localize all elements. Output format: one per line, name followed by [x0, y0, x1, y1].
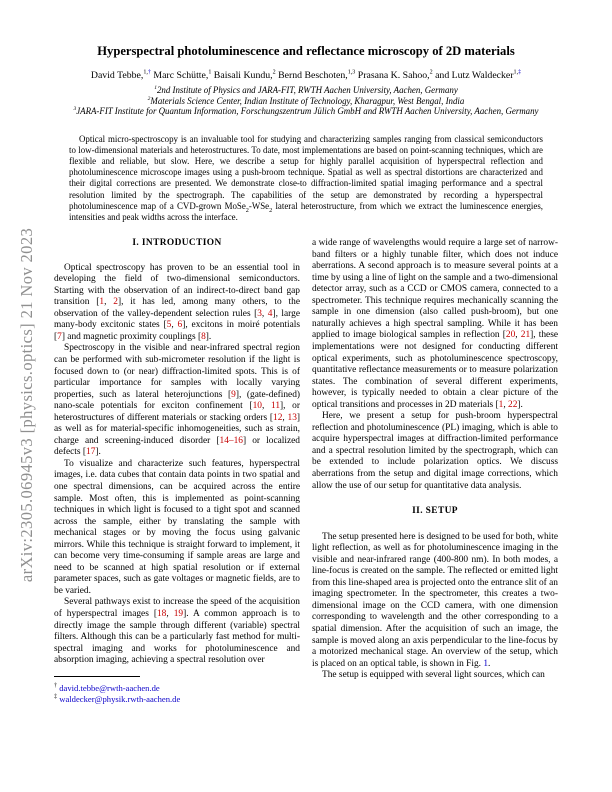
text-segment: 2 [245, 206, 249, 214]
setup-paragraph-1 [312, 532, 558, 671]
intro-paragraph-1 [54, 263, 300, 344]
citation-link[interactable]: 6 [177, 320, 183, 331]
hyperlink[interactable]: waldecker@physik.rwth-aachen.de [59, 693, 181, 704]
citation-link[interactable]: 12 [273, 412, 283, 423]
footnote-email-1 [54, 683, 300, 694]
citation-link[interactable]: 1 [498, 399, 504, 410]
setup-paragraph-2 [312, 670, 558, 682]
text-segment: Optical spectroscopy has proven to be an essential tool in developing the field of two-dimensional semiconductors. Starting with the observation of an indirect-to-direct band gap transition [ [54, 262, 300, 308]
author-footnote-marker[interactable]: ‡ [518, 69, 522, 76]
citation-link[interactable]: 20 [505, 330, 516, 341]
here-paragraph [312, 411, 558, 492]
text-segment: 1,3 [347, 69, 356, 76]
text-segment: The setup presented here is designed to be used for both, white light reflection, as well as for photoluminescence imaging in the visible and near-infrared range (400-800 nm). In both modes, a line-focus is created on the sample. The reflected or emitted light from this line-shaped area is projected onto the entrance slit of an imaging spectrometer. In the spectrometer, this creates a two-dimensional image on the CCD camera, with one dimension corresponding to wavelength and the other corresponding to a spatial dimension. After the acquisition of such an image, the sample is moved along an axis perpendicular to the line-focus by a motorized mechanical stage. An overview of the setup, which is placed on an optical table, is shown in Fig. [312, 531, 558, 669]
section-heading-setup: II. SETUP [412, 506, 458, 517]
text-segment: , [503, 399, 509, 410]
text-segment: 3 [73, 106, 77, 113]
citation-link[interactable]: 11 [270, 401, 281, 412]
text-segment: 1 [154, 85, 157, 92]
citation-link[interactable]: 21 [520, 330, 531, 341]
affiliation-3 [0, 106, 612, 117]
text-segment: . [488, 658, 491, 669]
text-segment: and Lutz Waldecker [432, 70, 514, 81]
citation-link[interactable]: 1 [99, 297, 105, 308]
citation-link[interactable]: 3 [257, 308, 262, 319]
footnotes [54, 683, 300, 705]
citation-link[interactable]: 5 [166, 320, 172, 331]
text-segment: ]. [205, 331, 212, 342]
citation-link[interactable]: 14–16 [219, 435, 243, 446]
text-segment: ]. A common approach is to directly image the sample through different (variable) spectral filters. Although this can be a particularly fast method for multi-spectral imaging and works for photoluminescence and absorption imaging, achieving a spectral resolution over [54, 608, 300, 666]
affiliations [0, 85, 612, 117]
text-segment: Optical micro-spectroscopy is an invaluable tool for studying and characterizing samples ranging from classical semiconductors to low-dimensional materials and heterostructures. To date, most implementations are based on point-scanning techniques, which are flexible and reliable, but slow. Here, we describe a setup for highly parallel acquisition of hyperspectral reflection and photoluminescence microscope images using a push-broom technique. Spatial as well as spectral distortions are characterized and their digital corrections are presented. We demonstrate close-to diffraction-limited spatial imaging performance and a spectral resolution limited by the spectrograph. The capabilities of the setup are demonstrated by recording a hyperspectral photoluminescence map of a CVD-grown MoSe [69, 133, 543, 211]
text-segment: 1 [208, 69, 212, 76]
text-segment: Marc Schütte, [150, 70, 209, 81]
text-segment: † [54, 681, 58, 689]
text-segment: Spectroscopy in the visible and near-infrared spectral region can be performed with sub-micrometer resolution if the light is focused down to (or near) diffraction-limited spots. This is of particular importance for samples with locally varying properties, such as lateral heterojunctions [ [54, 343, 300, 400]
footnote-email-2 [54, 694, 300, 705]
text-segment: Baisali Kundu, [211, 70, 273, 81]
text-segment: , [166, 608, 174, 619]
text-segment: ] as well as for material-specific inhomogeneities, such as strain, charge and screening-induced disorder [ [54, 412, 301, 446]
text-segment: -WSe [248, 200, 270, 211]
text-segment: , [515, 330, 521, 341]
text-segment: ‡ [54, 692, 58, 700]
footnote-rule [54, 676, 140, 677]
citation-link[interactable]: 22 [508, 399, 518, 410]
citation-link[interactable]: 9 [231, 389, 236, 400]
citation-link[interactable]: 18 [156, 608, 167, 619]
citation-link[interactable]: 19 [173, 608, 184, 619]
column-right [312, 238, 558, 705]
citation-link[interactable]: 7 [57, 331, 62, 342]
arxiv-watermark: arXiv:2305.06945v3 [physics.optics] 21 Nov 2023 [17, 227, 36, 583]
text-segment: , [261, 308, 268, 319]
text-segment: Here, we present a setup for push-broom hyperspectral reflection and photoluminescence (PL) imaging, which is able to acquire hyperspectral images at diffraction-limited performance and a spectral resolution limited by the spectrograph, which can be extended to include polarization optics. We discuss aberrations from the setup and digital image corrections, which allow the use of our setup for quantitative data analysis. [312, 411, 558, 491]
text-segment: The setup is equipped with several light sources, which can [322, 670, 545, 681]
text-segment: ], excitons in moiré potentials [ [54, 320, 301, 342]
text-segment: Prasana K. Sahoo, [355, 70, 430, 81]
text-segment: , [104, 297, 114, 308]
text-segment: , [171, 320, 178, 331]
text-segment: lateral heterostructure, from which we extract the luminescence energies, intensities and peak widths across the interface. [69, 200, 544, 222]
citation-link[interactable]: 13 [287, 412, 297, 423]
text-segment: ], it has led, among many others, to the observation of the valley-dependent selection rules [ [54, 297, 300, 319]
text-segment: 2 [272, 69, 276, 76]
section-heading-introduction: I. INTRODUCTION [132, 238, 222, 249]
intro-paragraph-3 [54, 459, 300, 598]
continuation-paragraph [312, 238, 558, 411]
text-segment: Several pathways exist to increase the speed of the acquisition of hyperspectral images [ [54, 597, 300, 619]
text-segment: 2 [269, 206, 273, 214]
intro-paragraph-2 [54, 343, 300, 458]
text-segment: 1, [513, 69, 519, 76]
affiliation-2 [0, 96, 612, 107]
text-segment: ] and magnetic proximity couplings [ [61, 331, 202, 342]
citation-link[interactable]: 10 [252, 401, 262, 412]
text-segment: ], or heterostructures of different materials or stacking orders [ [54, 401, 300, 423]
text-segment: , [261, 401, 271, 412]
affiliation-1 [0, 85, 612, 96]
column-left [54, 238, 300, 705]
text-segment: ]. [95, 447, 101, 458]
citation-link[interactable]: 8 [201, 331, 206, 342]
text-segment: ], large many-body excitonic states [ [54, 308, 300, 331]
body-columns [0, 238, 612, 705]
hyperlink[interactable]: 1 [483, 658, 489, 669]
text-segment: Materials Science Center, Indian Institute of Technology, Kharagpur, West Bengal, India [150, 95, 465, 106]
citation-link[interactable]: 4 [267, 308, 273, 319]
text-segment: ], these implementations were not designed for conducting different optical experiments, such as photoluminescence spectroscopy, quantitative reflectance measurements or to measure polarization states. The combination of several different experiments, however, is typically needed to obtain a clear picture of the optical transitions and processes in 2D materials [ [312, 330, 559, 410]
text-segment: 2 [429, 69, 433, 76]
text-segment: 1, [143, 69, 148, 76]
text-segment: ], (gate-defined) nano-scale potentials for exciton confinement [ [54, 389, 300, 412]
text-segment: JARA-FIT Institute for Quantum Information, Forschungszentrum Jülich GmbH and RWTH Aachen University, Aachen, Germany [76, 106, 539, 117]
text-segment: , [282, 412, 288, 423]
text-segment: 2 [147, 95, 151, 102]
text-segment: David Tebbe, [90, 70, 144, 81]
citation-link[interactable]: 2 [113, 297, 118, 308]
paper-title: Hyperspectral photoluminescence and reflectance microscopy of 2D materials [97, 44, 515, 58]
abstract [69, 134, 543, 223]
text-segment: Bernd Beschoten, [275, 70, 348, 81]
author-line [40, 70, 572, 82]
hyperlink[interactable]: david.tebbe@rwth-aachen.de [59, 682, 160, 693]
text-segment: a wide range of wavelengths would require a large set of narrow-band filters or a highly tunable filter, which does not induce aberrations. A second approach is to measure several points at a time by using a line of light on the sample and a two-dimensional detector array, such as a CCD or CMOS camera, connected to a spectrometer. This technique requires mechanically scanning the sample in one dimension (also called push-broom), but one naturally achieves a high spectral sampling. While it has been applied to image biological samples in reflection [ [312, 238, 558, 341]
intro-paragraph-4 [54, 597, 300, 666]
text-segment: To visualize and characterize such features, hyperspectral images, i.e. data cubes that contain data points in two spatial and one spectral dimensions, can be acquired across the entire sample. Most often, this is implemented as point-scanning techniques in which light is focused to a tight spot and scanned across the sample, either by translating the sample with mechanical stages or by moving the focus using galvanic mirrors. While this technique is straight forward to implement, it can become very time-consuming if sample areas are large and need to be scanned at high spatial resolution or if external parameter spaces, such as gate voltages or magnetic fields, are to be varied. [54, 458, 300, 596]
text-segment: 2nd Institute of Physics and JARA-FIT, RWTH Aachen University, Aachen, Germany [156, 85, 458, 95]
citation-link[interactable]: 17 [86, 447, 96, 458]
text-segment: ] or localized defects [ [54, 435, 300, 458]
text-segment: ]. [517, 399, 523, 410]
author-footnote-marker[interactable]: † [147, 69, 151, 76]
